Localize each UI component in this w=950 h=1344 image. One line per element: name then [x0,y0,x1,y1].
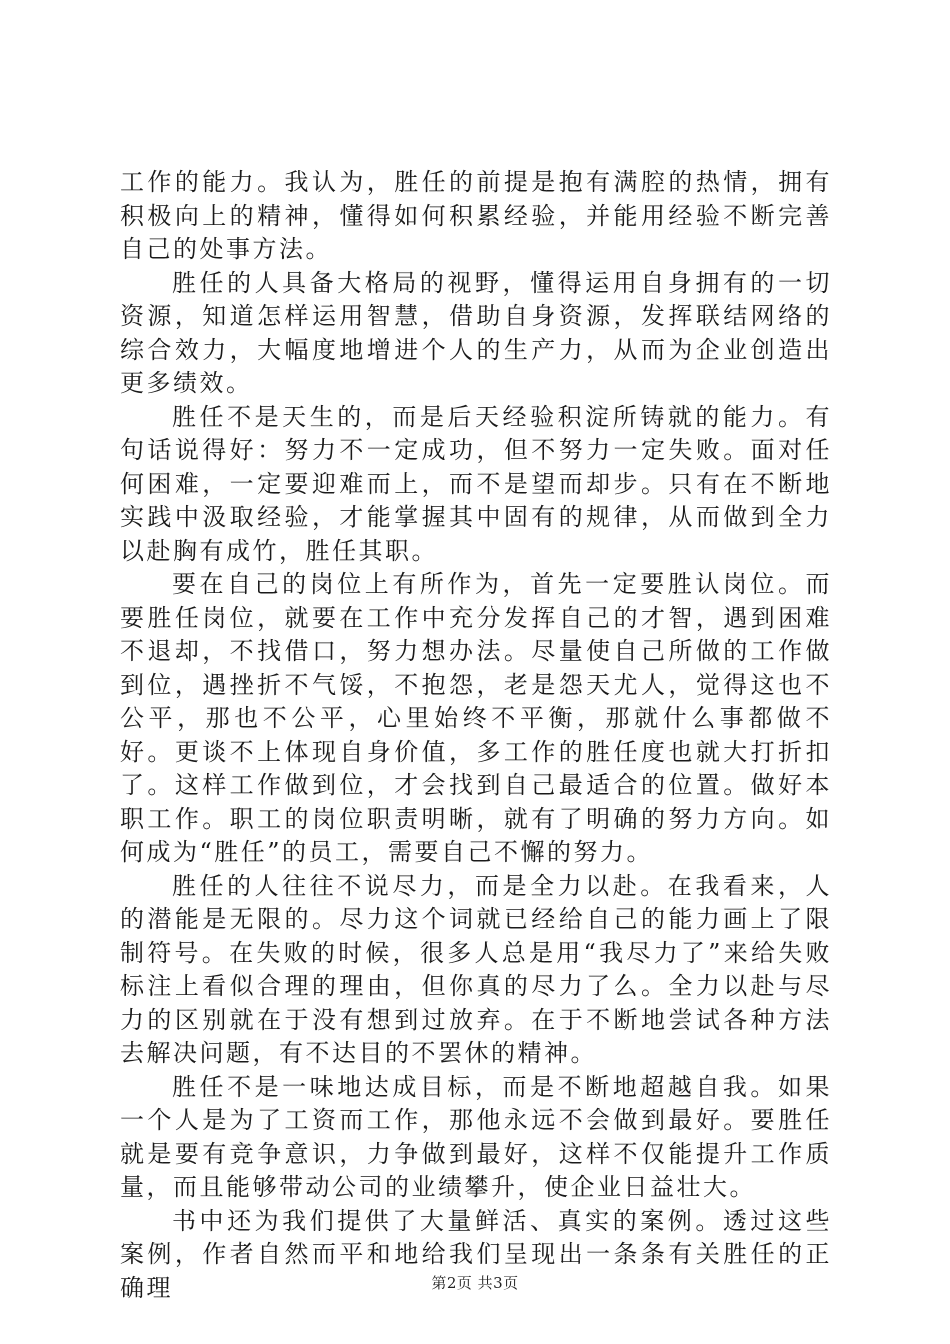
paragraph-5: 胜任的人往往不说尽力，而是全力以赴。在我看来，人的潜能是无限的。尽力这个词就已经给自己的能力画上了限制符号。在失败的时候，很多人总是用“我尽力了”来给失败标注上看似合理的理由，但你真的尽力了么。全力以赴与尽力的区别就在于没有想到过放弃。在于不断地尝试各种方法去解决问题，有不达目的不罢休的精神。 [120,871,832,1067]
paragraph-1: 工作的能力。我认为，胜任的前提是抱有满腔的热情，拥有积极向上的精神，懂得如何积累经验，并能用经验不断完善自己的处事方法。 [120,168,832,263]
paragraph-3: 胜任不是天生的，而是后天经验积淀所铸就的能力。有句话说得好：努力不一定成功，但不努力一定失败。面对任何困难，一定要迎难而上，而不是望而却步。只有在不断地实践中汲取经验，才能掌握其中固有的规律，从而做到全力以赴胸有成竹，胜任其职。 [120,402,832,565]
document-body [120,166,832,1305]
paragraph-6: 胜任不是一味地达成目标，而是不断地超越自我。如果一个人是为了工资而工作，那他永远不会做到最好。要胜任就是要有竞争意识，力争做到最好，这样不仅能提升工作质量，而且能够带动公司的业绩攀升，使企业日益壮大。 [120,1072,832,1201]
paragraph-4: 要在自己的岗位上有所作为，首先一定要胜认岗位。而要胜任岗位，就要在工作中充分发挥自己的才智，遇到困难不退却，不找借口，努力想办法。尽量使自己所做的工作做到位，遇挫折不气馁，不抱怨，老是怨天尤人，觉得这也不公平，那也不公平，心里始终不平衡，那就什么事都做不好。更谈不上体现自身价值，多工作的胜任度也就大打折扣了。这样工作做到位，才会找到自己最适合的位置。做好本职工作。职工的岗位职责明晰，就有了明确的努力方向。如何成为“胜任”的员工，需要自己不懈的努力。 [120,570,832,866]
page-number-footer: 第2页 共3页 [431,1274,519,1292]
paragraph-7: 书中还为我们提供了大量鲜活、真实的案例。透过这些案例，作者自然而平和地给我们呈现出一条条有关胜任的正确理 [120,1206,832,1302]
paragraph-2: 胜任的人具备大格局的视野，懂得运用自身拥有的一切资源，知道怎样运用智慧，借助自身资源，发挥联结网络的综合效力，大幅度地增进个人的生产力，从而为企业创造出更多绩效。 [120,268,832,397]
